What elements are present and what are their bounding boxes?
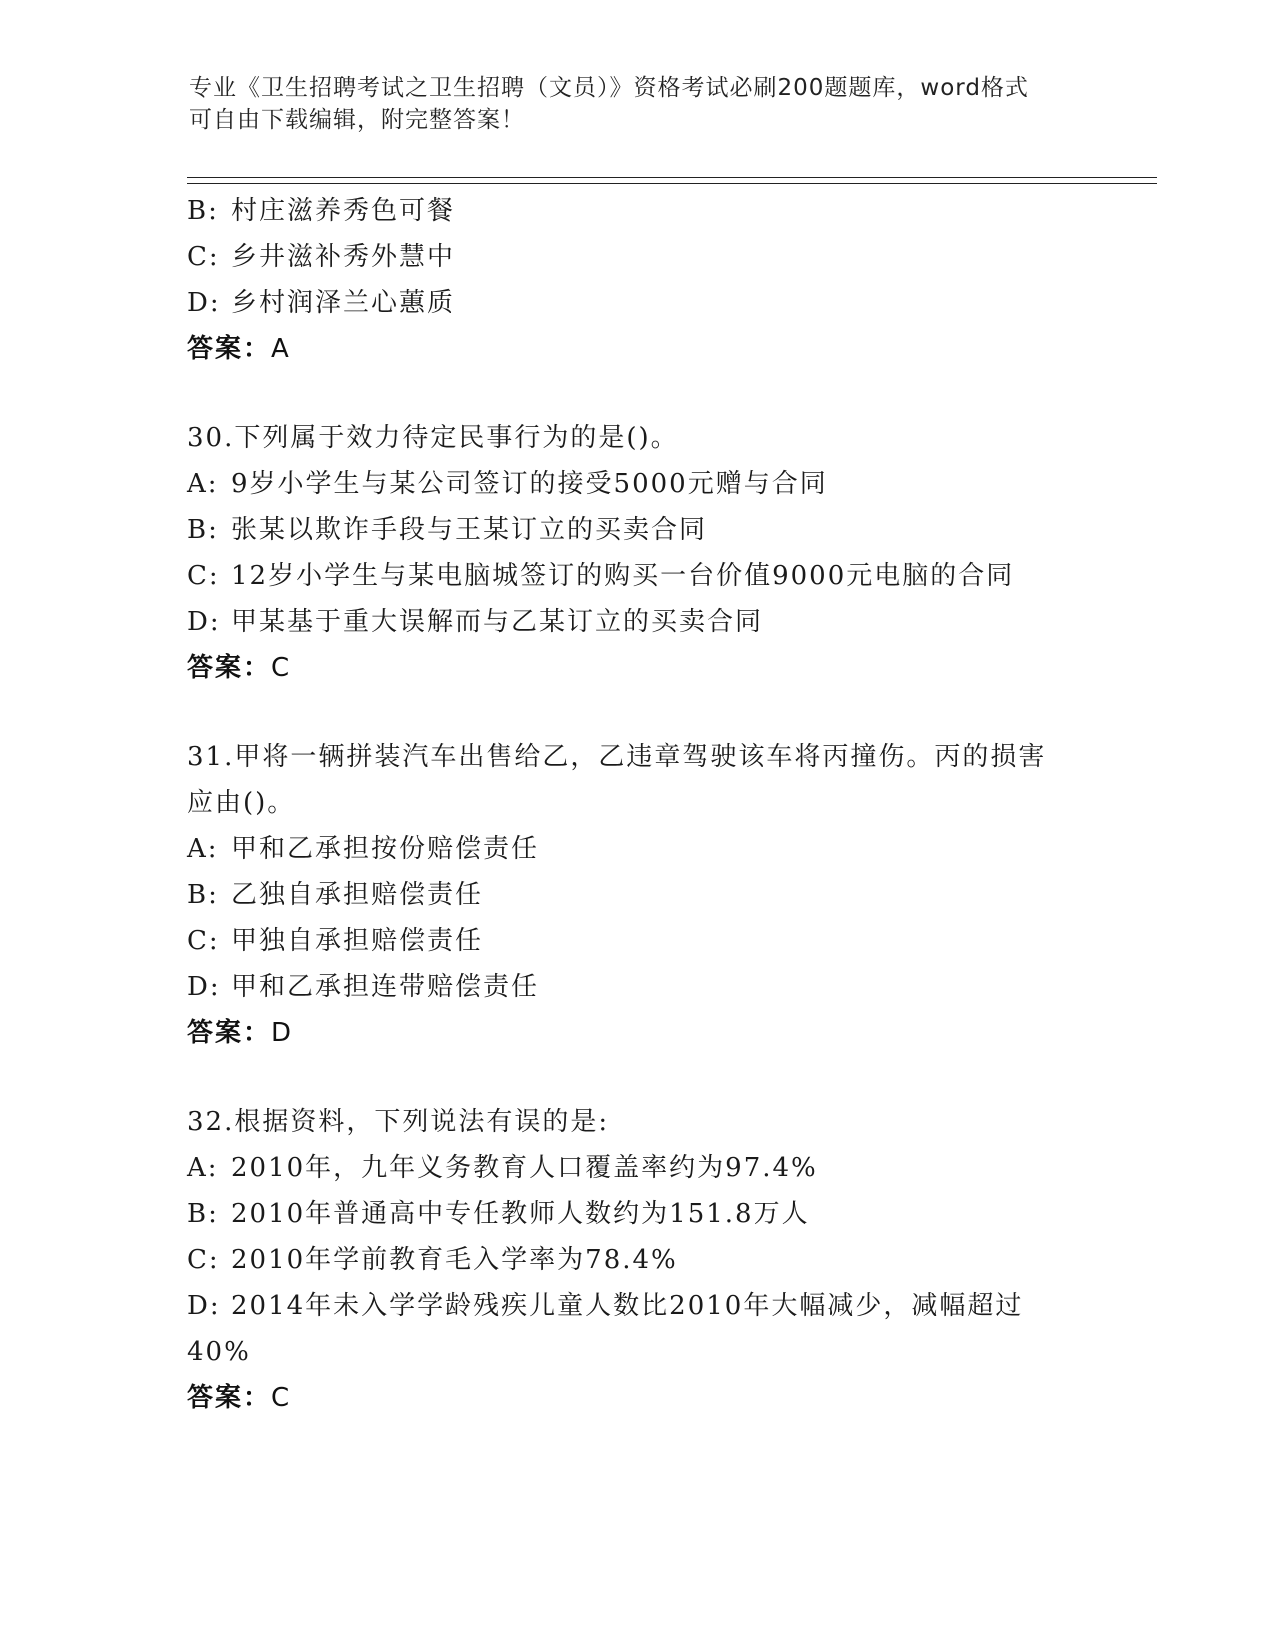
option-label: C: <box>187 242 220 272</box>
question-list <box>187 188 1087 1421</box>
header-rule-top <box>187 177 1157 178</box>
option-d <box>187 1283 1087 1329</box>
spacer <box>187 372 1087 415</box>
spacer <box>187 1056 1087 1099</box>
header-line-1: 专业《卫生招聘考试之卫生招聘（文员）》资格考试必刷200题题库，word格式 <box>189 75 1029 101</box>
option-text: 12岁小学生与某电脑城签订的购买一台价值9000元电脑的合同 <box>231 561 1015 591</box>
option-text: 村庄滋养秀色可餐 <box>231 196 456 226</box>
answer-line <box>187 326 1087 372</box>
option-label: A: <box>187 834 219 864</box>
option-label: B: <box>187 196 219 226</box>
option-b <box>187 188 1087 234</box>
option-label: D: <box>187 607 221 637</box>
answer-line <box>187 645 1087 691</box>
option-a <box>187 826 1087 872</box>
answer-line <box>187 1375 1087 1421</box>
option-label: D: <box>187 1291 221 1321</box>
option-label: C: <box>187 1245 220 1275</box>
page-header <box>189 72 1089 136</box>
option-label: B: <box>187 515 219 545</box>
option-text: 甲独自承担赔偿责任 <box>231 926 484 956</box>
answer-line <box>187 1010 1087 1056</box>
answer-prefix: 答案： <box>187 334 272 364</box>
question-31 <box>187 734 1087 1056</box>
option-text: 2010年普通高中专任教师人数约为151.8万人 <box>231 1199 810 1229</box>
option-b <box>187 507 1087 553</box>
option-b <box>187 1191 1087 1237</box>
option-text: 乙独自承担赔偿责任 <box>231 880 484 910</box>
option-c <box>187 918 1087 964</box>
option-text: 甲某基于重大误解而与乙某订立的买卖合同 <box>231 607 764 637</box>
option-label: C: <box>187 926 220 956</box>
option-c <box>187 234 1087 280</box>
option-label: A: <box>187 469 219 499</box>
option-text: 张某以欺诈手段与王某订立的买卖合同 <box>231 515 708 545</box>
answer-value: C <box>271 1383 292 1413</box>
answer-prefix: 答案： <box>187 653 272 683</box>
answer-prefix: 答案： <box>187 1383 272 1413</box>
question-stem-continued: 应由()。 <box>187 788 296 818</box>
option-label: B: <box>187 1199 219 1229</box>
option-text: 9岁小学生与某公司签订的接受5000元赠与合同 <box>231 469 828 499</box>
option-text: 乡村润泽兰心蕙质 <box>231 288 456 318</box>
option-text: 2010年学前教育毛入学率为78.4% <box>231 1245 678 1275</box>
header-rule-bottom <box>187 183 1157 184</box>
option-b <box>187 872 1087 918</box>
option-c <box>187 553 1087 599</box>
option-d <box>187 599 1087 645</box>
option-d-continued: 40% <box>187 1337 251 1367</box>
header-line-2: 可自由下载编辑，附完整答案！ <box>189 107 525 133</box>
option-a <box>187 461 1087 507</box>
option-c <box>187 1237 1087 1283</box>
answer-value: D <box>271 1018 294 1048</box>
option-text: 2010年，九年义务教育人口覆盖率约为97.4% <box>231 1153 818 1183</box>
option-text: 甲和乙承担按份赔偿责任 <box>231 834 540 864</box>
answer-value: C <box>271 653 292 683</box>
question-32 <box>187 1099 1087 1421</box>
option-d <box>187 964 1087 1010</box>
option-label: D: <box>187 972 221 1002</box>
option-text: 乡井滋补秀外慧中 <box>231 242 456 272</box>
option-text: 2014年未入学学龄残疾儿童人数比2010年大幅减少，减幅超过 <box>231 1291 1024 1321</box>
answer-prefix: 答案： <box>187 1018 272 1048</box>
spacer <box>187 691 1087 734</box>
question-stem: 30.下列属于效力待定民事行为的是()。 <box>187 423 679 453</box>
option-label: B: <box>187 880 219 910</box>
answer-value: A <box>271 334 291 364</box>
option-a <box>187 1145 1087 1191</box>
option-label: A: <box>187 1153 219 1183</box>
option-d <box>187 280 1087 326</box>
option-label: C: <box>187 561 220 591</box>
question-stem: 31.甲将一辆拼装汽车出售给乙，乙违章驾驶该车将丙撞伤。丙的损害 <box>187 742 1047 772</box>
question-30 <box>187 415 1087 691</box>
question-29-partial <box>187 188 1087 372</box>
option-label: D: <box>187 288 221 318</box>
option-text: 甲和乙承担连带赔偿责任 <box>231 972 540 1002</box>
question-stem: 32.根据资料，下列说法有误的是: <box>187 1107 610 1137</box>
